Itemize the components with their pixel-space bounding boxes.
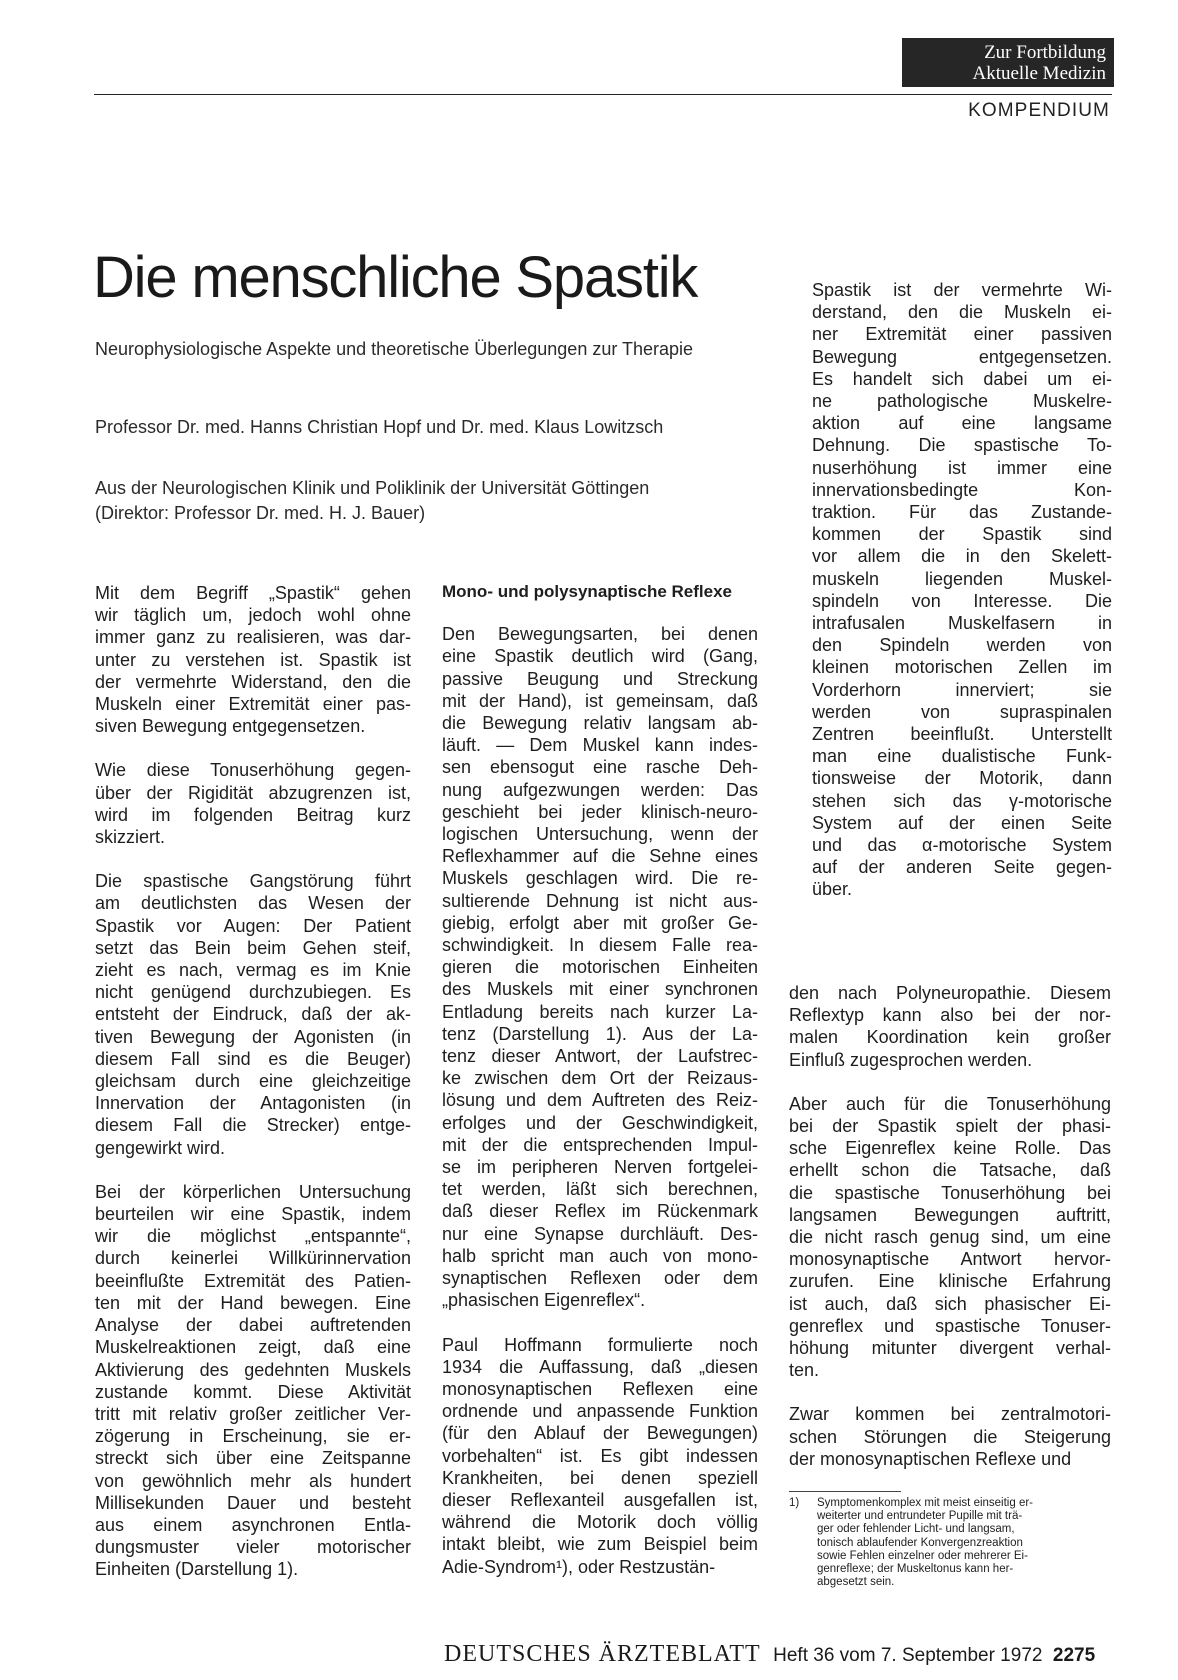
page-footer	[444, 1641, 1095, 1668]
text-column-1	[95, 582, 411, 1581]
text-line: 1934 die Auffassung, daß „diesen	[442, 1356, 758, 1377]
paragraph	[95, 759, 411, 848]
text-line: nuserhöhung ist immer eine	[812, 457, 1112, 478]
article-subtitle: Neurophysiologische Aspekte und theoretische Überlegungen zur Therapie	[95, 339, 694, 359]
text-line: kommen der Spastik sind	[812, 524, 1112, 545]
text-line: ten.	[789, 1360, 820, 1381]
text-line: von gewöhnlich mehr als hundert	[95, 1470, 411, 1491]
text-line: Dehnung. Die spastische To-	[812, 435, 1112, 456]
text-line: zurufen. Eine klinische Erfahrung	[789, 1271, 1111, 1292]
header-rule	[94, 94, 1112, 95]
text-line: Den Bewegungsarten, bei denen	[442, 624, 758, 645]
text-line: die nicht rasch genug sind, um eine	[789, 1227, 1111, 1248]
text-line: die spastische Tonuserhöhung bei	[789, 1182, 1111, 1203]
text-line: Einheiten (Darstellung 1).	[95, 1559, 299, 1580]
text-line: langsamen Bewegungen auftritt,	[789, 1204, 1111, 1225]
text-line: diesem Fall die Strecker) entge-	[95, 1115, 411, 1136]
text-line: sen ebensogut eine rasche Deh-	[442, 757, 758, 778]
text-line: tet werden, läßt sich berechnen,	[442, 1179, 758, 1200]
text-line: nicht genügend durchzubiegen. Es	[95, 982, 411, 1003]
text-line: Muskeln einer Extremität einer pas-	[95, 694, 411, 715]
text-column-2	[442, 581, 758, 1578]
text-line: unter zu verstehen ist. Spastik ist	[95, 649, 411, 670]
text-line: sche Eigenreflex keine Rolle. Das	[789, 1138, 1111, 1159]
text-line: muskeln liegenden Muskel-	[812, 568, 1112, 589]
page-number: 2275	[1052, 1645, 1096, 1666]
text-line: Entladung bereits nach kurzer La-	[442, 1001, 758, 1022]
issue-info: Heft 36 vom 7. September 1972	[773, 1645, 1043, 1666]
article-affiliation	[95, 476, 649, 526]
text-line: ist auch, daß sich phasischer Ei-	[789, 1293, 1111, 1314]
text-line: werden von supraspinalen	[812, 701, 1112, 722]
text-line: erhellt schon die Tatsache, daß	[789, 1160, 1111, 1181]
text-line: aus einem asynchronen Entla-	[95, 1514, 411, 1535]
text-line: tenz dieser Antwort, der Laufstrec-	[442, 1046, 758, 1067]
paragraph	[789, 1093, 1111, 1382]
paragraph	[442, 1334, 758, 1578]
text-line: stehen sich das γ-motorische	[812, 790, 1112, 811]
text-line: tritt mit relativ großer zeitlicher Ver-	[95, 1403, 411, 1424]
text-column-3	[789, 982, 1111, 1470]
text-line: Aber auch für die Tonuserhöhung	[789, 1093, 1111, 1114]
text-line: spindeln von Interesse. Die	[812, 590, 1112, 611]
text-line: nung aufgezwungen werden: Das	[442, 779, 758, 800]
text-line: Muskels geschlagen wird. Die re-	[442, 868, 758, 889]
text-line: Zentren beeinflußt. Unterstellt	[812, 724, 1112, 745]
section-subheading: Mono- und polysynaptische Reflexe	[442, 582, 732, 601]
text-line: intakt bleibt, wie zum Beispiel beim	[442, 1534, 758, 1555]
text-line: der vermehrte Widerstand, den die	[95, 671, 411, 692]
text-line: Mit dem Begriff „Spastik“ gehen	[95, 583, 411, 603]
text-line: Die spastische Gangstörung führt	[95, 871, 411, 892]
text-line: derstand, den die Muskeln ei-	[812, 302, 1112, 323]
category-badge	[902, 38, 1114, 87]
section-label: KOMPENDIUM	[968, 100, 1110, 121]
text-line: Krankheiten, bei denen speziell	[442, 1467, 758, 1488]
paragraph	[95, 582, 411, 737]
text-line: Bei der körperlichen Untersuchung	[95, 1181, 411, 1202]
footnote-line: abgesetzt sein.	[817, 1576, 895, 1589]
text-line: (für den Ablauf der Bewegungen)	[442, 1423, 758, 1444]
text-line: System auf der einen Seite	[812, 812, 1112, 833]
text-line: Bewegung entgegensetzen.	[812, 346, 1112, 367]
text-line: den Spindeln werden von	[812, 635, 1112, 656]
text-line: tiven Bewegung der Agonisten (in	[95, 1026, 411, 1047]
text-line: Millisekunden Dauer und besteht	[95, 1492, 411, 1513]
footnote-line: sowie Fehlen einzelner oder mehrerer Ei-	[817, 1549, 1028, 1562]
text-line: schen Störungen die Steigerung	[789, 1426, 1111, 1447]
text-line: Innervation der Antagonisten (in	[95, 1093, 411, 1114]
footnote-line: ger oder fehlender Licht- und langsam,	[817, 1523, 1015, 1536]
text-line: giebig, erfolgt aber mit großer Ge-	[442, 912, 758, 933]
text-line: Reflexhammer auf die Sehne eines	[442, 846, 758, 867]
text-line: diesem Fall sind es die Beuger)	[95, 1048, 411, 1069]
footnote-rule	[789, 1491, 901, 1492]
affiliation-line: Aus der Neurologischen Klinik und Poliklinik der Universität Göttingen	[95, 478, 650, 498]
footnote-line: weiterter und entrundeter Pupille mit trä-	[817, 1510, 1023, 1523]
text-line: geschieht bei jeder klinisch-neuro-	[442, 801, 758, 822]
text-line: setzt das Bein beim Gehen steif,	[95, 937, 411, 958]
text-line: ne pathologische Muskelre-	[812, 391, 1112, 412]
text-line: „phasischen Eigenreflex“.	[442, 1290, 646, 1311]
text-line: lösung und dem Auftreten des Reiz-	[442, 1090, 758, 1111]
text-line: skizziert.	[95, 827, 166, 848]
text-line: und das α-motorische System	[812, 835, 1112, 856]
text-line: schwindigkeit. In diesem Falle rea-	[442, 935, 758, 956]
text-line: se im peripheren Nerven fortgelei-	[442, 1157, 758, 1178]
text-line: über der Rigidität abzugrenzen ist,	[95, 782, 411, 803]
affiliation-line: (Direktor: Professor Dr. med. H. J. Bauer)	[95, 503, 426, 523]
text-line: Adie-Syndrom¹), oder Restzustän-	[442, 1556, 716, 1577]
text-line: läuft. — Dem Muskel kann indes-	[442, 735, 758, 756]
text-line: genreflex und spastische Tonuser-	[789, 1315, 1111, 1336]
text-line: passive Beugung und Streckung	[442, 668, 758, 689]
text-line: durch keinerlei Willkürinnervation	[95, 1248, 411, 1269]
paragraph	[95, 1181, 411, 1581]
text-line: zögerung in Erscheinung, sie er-	[95, 1426, 411, 1447]
text-line: der monosynaptischen Reflexe und	[789, 1448, 1072, 1469]
text-line: während die Motorik doch völlig	[442, 1512, 758, 1533]
text-line: logischen Untersuchung, wenn der	[442, 824, 758, 845]
text-line: halb spricht man auch von mono-	[442, 1245, 758, 1266]
paragraph	[95, 870, 411, 1159]
text-line: ke zwischen dem Ort der Reizaus-	[442, 1068, 758, 1089]
badge-line: Aktuelle Medizin	[972, 63, 1106, 84]
text-line: Vorderhorn innerviert; sie	[812, 679, 1112, 700]
text-line: des Muskels mit einer synchronen	[442, 979, 758, 1000]
paragraph	[789, 1403, 1111, 1470]
text-line: mit der Hand), ist gemeinsam, daß	[442, 690, 758, 711]
text-line: vorbehalten“ ist. Es gibt indessen	[442, 1445, 758, 1466]
paragraph	[442, 623, 758, 1311]
text-line: tenz (Darstellung 1). Aus der La-	[442, 1023, 758, 1044]
footnote-line: genreflexe; der Muskeltonus kann her-	[817, 1563, 1014, 1576]
text-line: ordnende und anpassende Funktion	[442, 1401, 758, 1422]
footnote-line: tonisch ablaufender Konvergenzreaktion	[817, 1536, 1023, 1549]
text-line: über.	[812, 879, 853, 900]
text-line: mit der die entsprechenden Impul-	[442, 1134, 758, 1155]
text-line: monosynaptische Antwort hervor-	[789, 1249, 1111, 1270]
text-line: vor allem die in den Skelett-	[812, 546, 1112, 567]
text-line: dieser Reflexanteil ausgefallen ist,	[442, 1489, 758, 1510]
text-line: Spastik ist der vermehrte Wi-	[812, 280, 1112, 300]
text-line: auf der anderen Seite gegen-	[812, 857, 1112, 878]
text-line: zieht es nach, vermag es im Knie	[95, 960, 411, 981]
text-line: gieren die motorischen Einheiten	[442, 957, 758, 978]
text-line: ten mit der Hand bewegen. Eine	[95, 1292, 411, 1313]
text-line: beurteilen wir eine Spastik, indem	[95, 1204, 411, 1225]
text-line: Es handelt sich dabei um ei-	[812, 368, 1112, 389]
paragraph	[789, 982, 1111, 1071]
text-line: sultierende Dehnung ist nicht aus-	[442, 890, 758, 911]
journal-name: DEUTSCHES ÄRZTEBLATT	[444, 1641, 761, 1667]
text-line: wir täglich um, jedoch wohl ohne	[95, 605, 411, 626]
text-line: streckt sich über eine Zeitspanne	[95, 1448, 411, 1469]
footnote	[789, 1497, 1111, 1589]
text-line: bei der Spastik spielt der phasi-	[789, 1116, 1111, 1137]
text-line: ner Extremität einer passiven	[812, 324, 1112, 345]
article-authors: Professor Dr. med. Hanns Christian Hopf und Dr. med. Klaus Lowitzsch	[95, 417, 664, 437]
text-line: am deutlichsten das Wesen der	[95, 893, 411, 914]
text-line: Wie diese Tonuserhöhung gegen-	[95, 760, 411, 781]
footnote-body	[817, 1497, 1111, 1589]
text-line: Einfluß zugesprochen werden.	[789, 1049, 1033, 1070]
footnote-line: Symptomenkomplex mit meist einseitig er-	[817, 1497, 1034, 1509]
text-line: aktion auf eine langsame	[812, 413, 1112, 434]
text-line: dungsmuster vieler motorischer	[95, 1537, 411, 1558]
text-line: Muskelreaktionen zeigt, daß eine	[95, 1337, 411, 1358]
text-line: malen Koordination kein großer	[789, 1027, 1111, 1048]
text-line: Aktivierung des gedehnten Muskels	[95, 1359, 411, 1380]
text-line: synaptischen Reflexen oder dem	[442, 1268, 758, 1289]
text-line: Reflextyp kann also bei der nor-	[789, 1005, 1111, 1026]
text-line: traktion. Für das Zustande-	[812, 502, 1112, 523]
text-line: entsteht der Eindruck, daß der ak-	[95, 1004, 411, 1025]
article-title: Die menschliche Spastik	[93, 245, 698, 310]
text-line: kleinen motorischen Zellen im	[812, 657, 1112, 678]
text-line: zustande kommt. Diese Aktivität	[95, 1381, 411, 1402]
text-line: man eine dualistische Funk-	[812, 746, 1112, 767]
paragraph	[812, 279, 1112, 901]
text-line: intrafusalen Muskelfasern in	[812, 613, 1112, 634]
text-line: gengewirkt wird.	[95, 1137, 226, 1158]
text-line: eine Spastik deutlich wird (Gang,	[442, 646, 758, 667]
text-line: höhung mitunter divergent verhal-	[789, 1338, 1111, 1359]
text-line: Paul Hoffmann formulierte noch	[442, 1334, 758, 1355]
text-line: wird im folgenden Beitrag kurz	[95, 804, 411, 825]
text-line: Analyse der dabei auftretenden	[95, 1315, 411, 1336]
text-line: tionsweise der Motorik, dann	[812, 768, 1112, 789]
text-line: den nach Polyneuropathie. Diesem	[789, 983, 1111, 1003]
text-line: immer ganz zu realisieren, was dar-	[95, 627, 411, 648]
text-line: die Bewegung relativ langsam ab-	[442, 713, 758, 734]
text-line: gleichsam durch eine gleichzeitige	[95, 1071, 411, 1092]
text-line: siven Bewegung entgegensetzen.	[95, 716, 366, 737]
footnote-marker: 1)	[789, 1497, 800, 1509]
text-line: monosynaptischen Reflexen eine	[442, 1378, 758, 1399]
text-line: wir die möglichst „entspannte“,	[95, 1226, 411, 1247]
text-line: daß dieser Reflex im Rückenmark	[442, 1201, 758, 1222]
badge-line: Zur Fortbildung	[984, 42, 1106, 63]
text-line: innervationsbedingte Kon-	[812, 479, 1112, 500]
text-line: Zwar kommen bei zentralmotori-	[789, 1404, 1111, 1425]
abstract-column	[812, 279, 1112, 901]
text-line: erfolges und der Geschwindigkeit,	[442, 1112, 758, 1133]
text-line: nur eine Synapse durchläuft. Des-	[442, 1223, 758, 1244]
text-line: beeinflußte Extremität des Patien-	[95, 1270, 411, 1291]
text-line: Spastik vor Augen: Der Patient	[95, 915, 411, 936]
